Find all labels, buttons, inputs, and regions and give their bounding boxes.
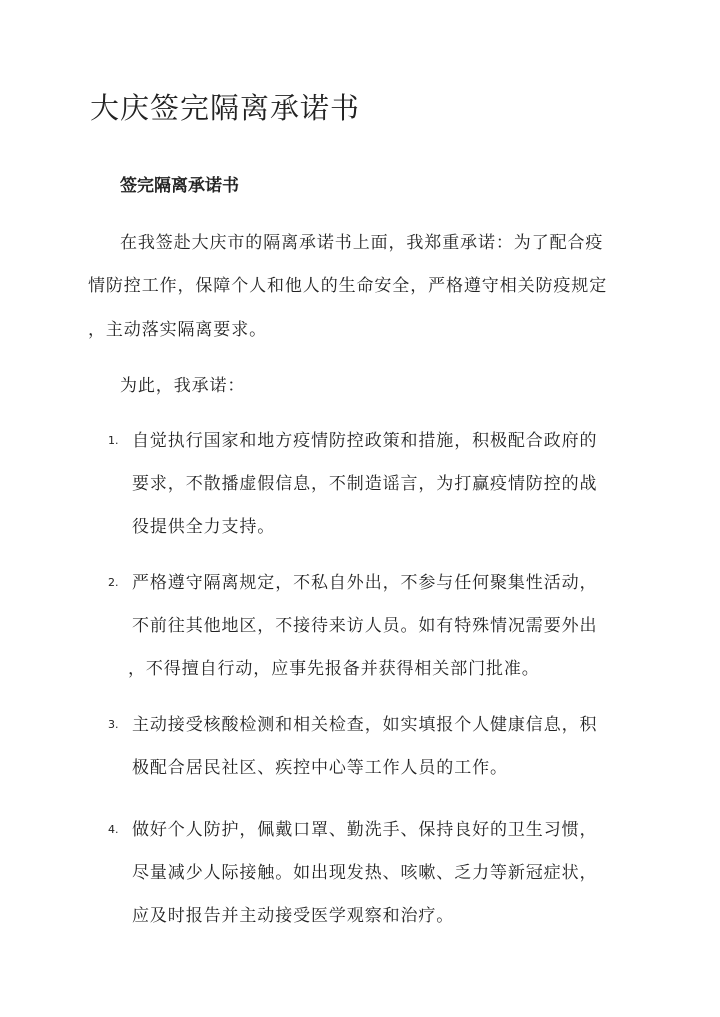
list-item-line: 严格遵守隔离规定，不私自外出，不参与任何聚集性活动， xyxy=(132,573,598,593)
document-subtitle: 签完隔离承诺书 xyxy=(120,176,239,196)
list-item-line: ，不得擅自行动，应事先报备并获得相关部门批准。 xyxy=(128,659,540,679)
list-item-line: 役提供全力支持。 xyxy=(132,517,276,537)
list-item-line: 尽量减少人际接触。如出现发热、咳嗽、乏力等新冠症状， xyxy=(132,863,598,883)
lead-text: 为此，我承诺： xyxy=(120,376,246,396)
page-title: 大庆签完隔离承诺书 xyxy=(90,91,361,125)
list-item-number: 4. xyxy=(108,823,119,836)
intro-line: 在我签赴大庆市的隔离承诺书上面，我郑重承诺：为了配合疫 xyxy=(120,233,604,253)
list-item-line: 应及时报告并主动接受医学观察和治疗。 xyxy=(132,906,455,926)
list-item-number: 1. xyxy=(108,434,119,447)
list-item-number: 2. xyxy=(108,576,119,589)
list-item-line: 主动接受核酸检测和相关检查，如实填报个人健康信息，积 xyxy=(132,715,598,735)
list-item-line: 要求，不散播虚假信息，不制造谣言，为打赢疫情防控的战 xyxy=(132,474,598,494)
intro-line: 情防控工作，保障个人和他人的生命安全，严格遵守相关防疫规定 xyxy=(88,276,608,296)
list-item-line: 做好个人防护，佩戴口罩、勤洗手、保持良好的卫生习惯， xyxy=(132,820,598,840)
list-item-number: 3. xyxy=(108,718,119,731)
list-item-line: 极配合居民社区、疾控中心等工作人员的工作。 xyxy=(132,758,508,778)
list-item-line: 不前往其他地区，不接待来访人员。如有特殊情况需要外出 xyxy=(132,616,598,636)
list-item-line: 自觉执行国家和地方疫情防控政策和措施，积极配合政府的 xyxy=(132,431,598,451)
intro-line: ，主动落实隔离要求。 xyxy=(88,320,267,340)
